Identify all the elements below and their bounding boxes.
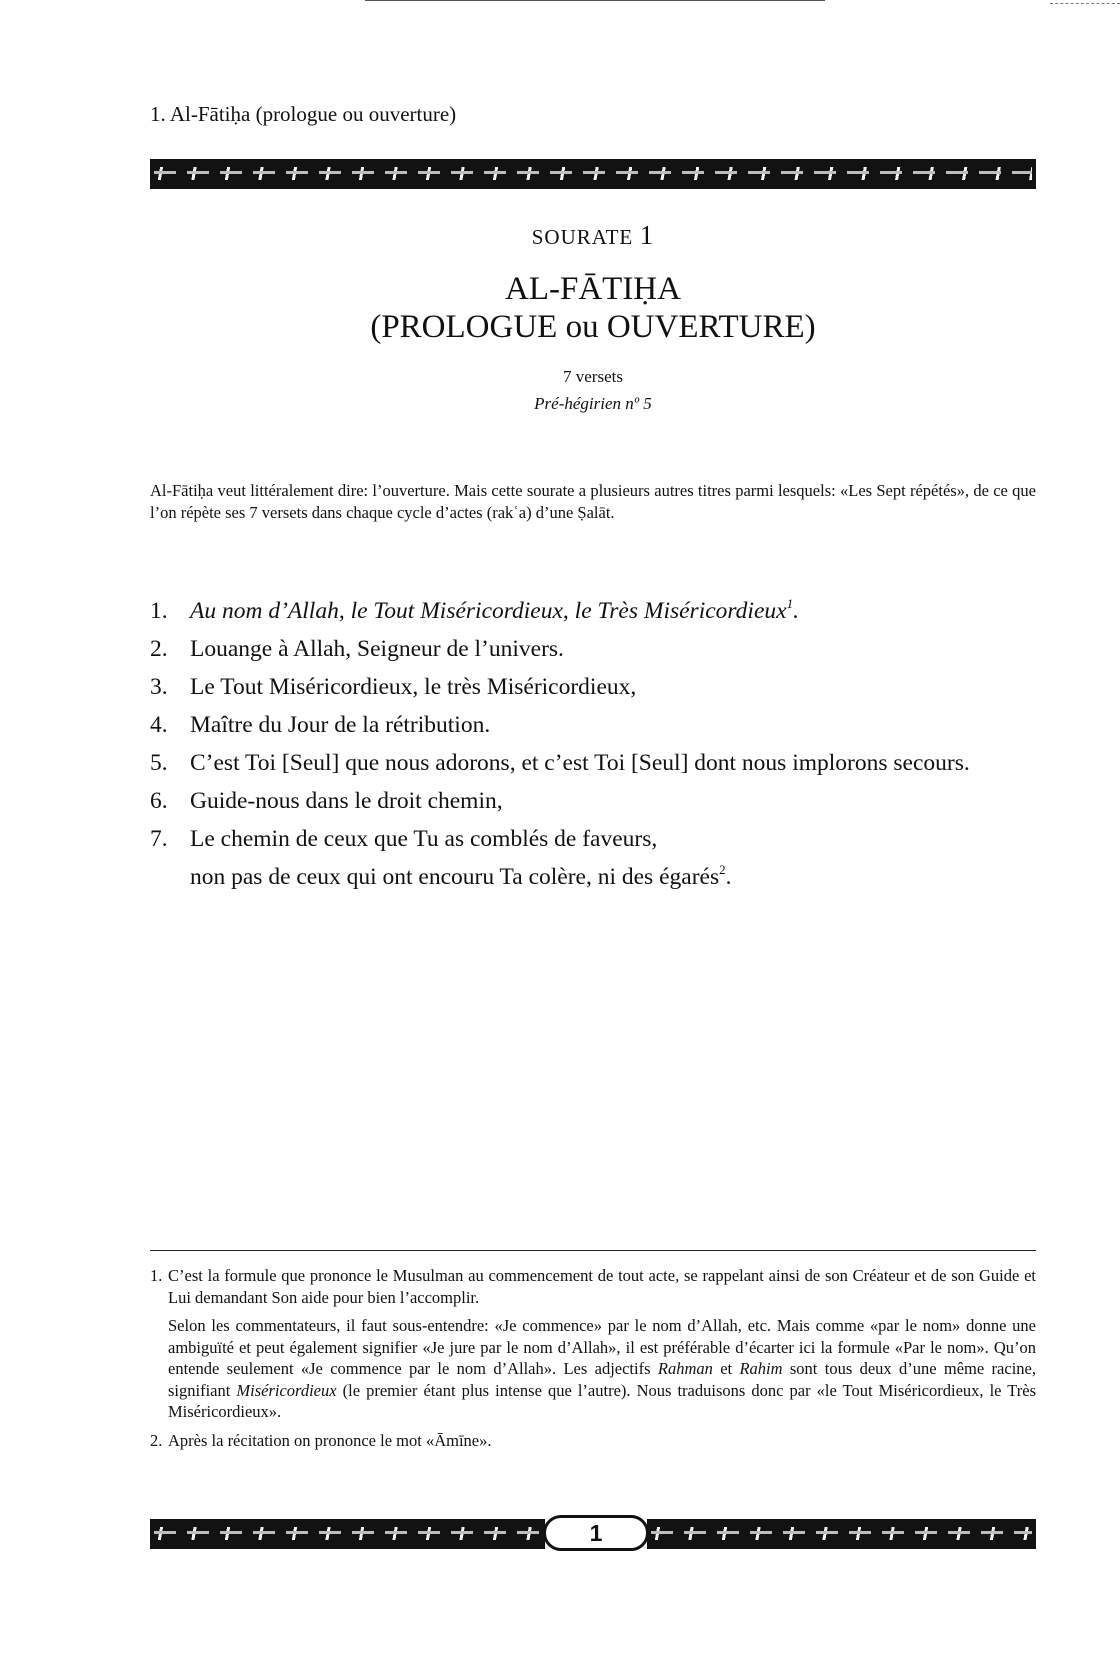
verse-6 (150, 786, 1036, 816)
verse-number: 2. (150, 636, 168, 662)
verse-text-continued: non pas de ceux qui ont encouru Ta colère, ni des égarés (190, 864, 720, 890)
chronology-note: Pré-hégirien nº 5 (534, 394, 652, 413)
intro-paragraph: Al-Fātiḥa veut littéralement dire: l’ouverture. Mais cette sourate a plusieurs autres titres parmi lesquels: «Les Sept répétés», de ce que l’on répète ses 7 versets dans chaque cycle d’actes (rakʿa) d’une Ṣalāt. (150, 481, 1036, 522)
top-dash-rule (1050, 3, 1120, 5)
verse-7: 7. Le chemin de ceux que Tu as comblés de faveurs, non pas de ceux qui ont encouru Ta colère, ni des égarés$^2$. (150, 826, 732, 890)
verse-number: 1. (150, 598, 168, 624)
verse-text: C’est Toi [Seul] que nous adorons, et c’est Toi [Seul] dont nous implorons secours. (190, 750, 970, 776)
verse-text: Le Tout Miséricordieux, le très Miséricordieux, (190, 674, 637, 700)
chain-ornament-band-bottom-right (647, 1519, 1036, 1549)
verse-list (150, 596, 1036, 900)
sourate-word: SOURATE (531, 225, 634, 249)
verse-text: Guide-nous dans le droit chemin, (190, 788, 503, 814)
top-rule (365, 0, 825, 1)
verse-text: Au nom d’Allah, le Tout Miséricordieux, le Très Miséricordieux (190, 598, 787, 624)
footnote-text: Après la récitation on prononce le mot «Āmīne». (168, 1430, 492, 1450)
footnote-ref-1: 1 (786, 596, 794, 611)
footnote-number: 1. (150, 1266, 163, 1285)
sourate-number: 1 (639, 220, 655, 250)
term-rahman: Rahman (657, 1359, 713, 1378)
footnote-rule (150, 1250, 1036, 1251)
verse-number: 6. (150, 788, 168, 814)
footnote-ref-2: 2 (719, 862, 726, 877)
term-rahim: Rahim (739, 1359, 783, 1378)
chain-ornament-band-top (150, 159, 1036, 189)
sourate-label (150, 220, 1036, 251)
verse-4 (150, 710, 1036, 740)
verse-count: 7 versets (563, 367, 623, 386)
verse-text: Le chemin de ceux que Tu as comblés de faveurs, (190, 826, 658, 852)
term-misericordieux: Miséricordieux (236, 1380, 337, 1400)
verse-3 (150, 672, 1036, 702)
verse-text: Maître du Jour de la rétribution. (190, 712, 491, 738)
verse-5 (150, 748, 1036, 778)
verse-number: 7. (150, 826, 168, 852)
chain-ornament-band-bottom-left (150, 1519, 545, 1549)
verse-number: 4. (150, 712, 168, 738)
verse-2 (150, 634, 1036, 664)
footnote-2 (150, 1430, 1036, 1452)
footnote-1-continued: Selon les commentateurs, il faut sous-entendre: «Je commence» par le nom d’Allah, etc. Mais comme «par le nom» donne une ambiguïté et peut également signifier «Je jure par le nom d’Allah», il est préférable d’écarter ici la formule «Par le nom». Qu’on entende seulement «Je commence par le nom d’Allah». Les adjectifs Rahman et Rahim sont tous deux d’une même racine, signifiant Miséricordieux (le premier étant plus intense que l’autre). Nous traduisons donc par «le Tout Miséricordieux, le Très Miséricordieux». (168, 1316, 1037, 1421)
surah-title: AL-FĀTIḤA (505, 271, 681, 307)
surah-subtitle: (PROLOGUE ou OUVERTURE) (370, 309, 816, 345)
verse-1: 1. Au nom d’Allah, le Tout Miséricordieux, le Très Miséricordieux$^1$. (150, 596, 799, 624)
verse-number: 3. (150, 674, 168, 700)
running-head: 1. Al-Fātiḥa (prologue ou ouverture) (150, 102, 457, 126)
footnote-1 (150, 1265, 1036, 1308)
footnote-text: C’est la formule que prononce le Musulman au commencement de tout acte, se rappelant ainsi de son Créateur et de son Guide et Lui demandant Son aide pour bien l’accomplir. (168, 1266, 1036, 1307)
verse-text: Louange à Allah, Seigneur de l’univers. (190, 636, 564, 662)
footnotes (150, 1265, 1036, 1458)
footnote-number: 2. (150, 1430, 163, 1450)
verse-number: 5. (150, 750, 168, 776)
page-number: 1 (543, 1515, 649, 1551)
